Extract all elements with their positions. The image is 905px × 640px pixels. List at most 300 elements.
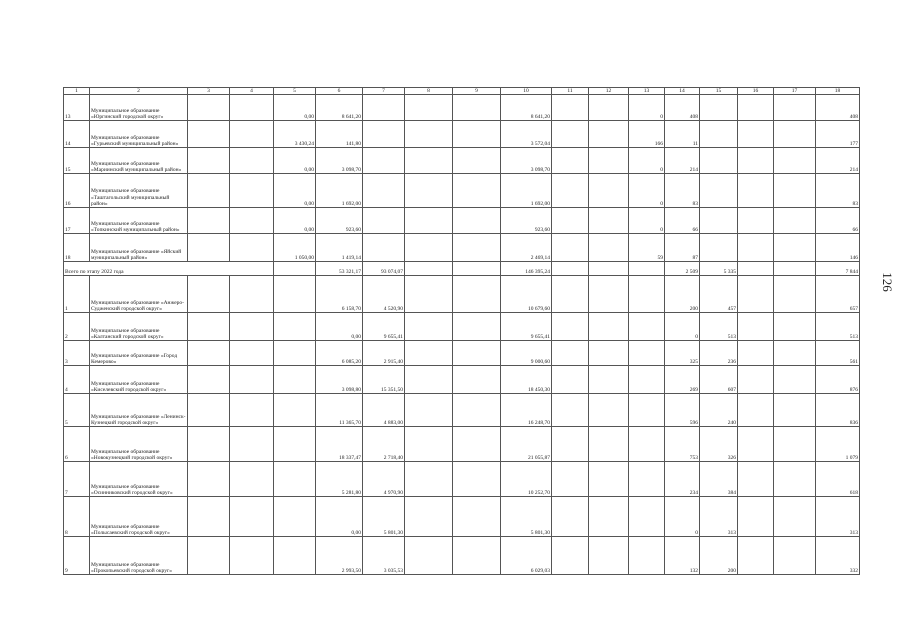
table-cell: 11 <box>665 121 700 148</box>
empty-cell <box>589 497 629 537</box>
empty-cell <box>774 276 816 313</box>
table-cell: 0,00 <box>274 208 316 234</box>
table-cell: 6 029,03 <box>501 537 552 575</box>
table-cell <box>700 95 738 121</box>
municipality-name: Муниципальное образование «Город Кемерово» <box>90 341 188 366</box>
table-cell: 9 655,41 <box>363 313 405 341</box>
empty-cell <box>405 341 453 366</box>
table-cell: 0,00 <box>274 95 316 121</box>
empty-cell <box>453 262 501 276</box>
table-cell: 5 281,80 <box>316 462 363 497</box>
table-row <box>64 276 860 313</box>
row-number: 17 <box>64 208 90 234</box>
table-row <box>64 427 860 462</box>
table-cell: 166 <box>629 121 665 148</box>
table-row <box>64 121 860 148</box>
empty-cell <box>589 366 629 394</box>
empty-cell <box>188 497 230 537</box>
table-cell <box>700 208 738 234</box>
table-cell <box>700 148 738 174</box>
table-cell <box>629 427 665 462</box>
row-number: 5 <box>64 394 90 427</box>
empty-cell <box>552 537 589 575</box>
table-cell: 2 718,40 <box>363 427 405 462</box>
table-cell: 0 <box>629 208 665 234</box>
empty-cell <box>230 462 274 497</box>
municipality-name: Муниципальное образование «Гурьевский муниципальный район» <box>90 121 188 148</box>
table-cell: 177 <box>816 121 860 148</box>
empty-cell <box>230 427 274 462</box>
row-number: 9 <box>64 537 90 575</box>
empty-cell <box>774 497 816 537</box>
row-number: 6 <box>64 427 90 462</box>
table-cell: 313 <box>700 497 738 537</box>
table-cell: 234 <box>665 462 700 497</box>
empty-cell <box>453 341 501 366</box>
table-cell <box>629 262 665 276</box>
empty-cell <box>738 313 774 341</box>
table-row <box>64 174 860 208</box>
table-cell: 3 098,80 <box>316 366 363 394</box>
table-cell: 457 <box>700 276 738 313</box>
empty-cell <box>774 208 816 234</box>
table-cell <box>274 366 316 394</box>
empty-cell <box>552 148 589 174</box>
empty-cell <box>230 366 274 394</box>
table-cell: 876 <box>816 366 860 394</box>
table-cell <box>629 537 665 575</box>
row-number: 18 <box>64 234 90 262</box>
empty-cell <box>188 174 230 208</box>
empty-cell <box>230 497 274 537</box>
empty-cell <box>188 276 230 313</box>
empty-cell <box>453 462 501 497</box>
empty-cell <box>552 276 589 313</box>
table-cell: 0 <box>665 313 700 341</box>
row-number: 4 <box>64 366 90 394</box>
empty-cell <box>405 427 453 462</box>
empty-cell <box>589 234 629 262</box>
table-cell: 214 <box>816 148 860 174</box>
empty-cell <box>589 313 629 341</box>
municipality-name: Муниципальное образование «Полысаевский городской округ» <box>90 497 188 537</box>
table-cell: 3 035,53 <box>363 537 405 575</box>
empty-cell <box>589 121 629 148</box>
empty-cell <box>188 208 230 234</box>
table-cell: 66 <box>665 208 700 234</box>
row-number: 14 <box>64 121 90 148</box>
empty-cell <box>405 262 453 276</box>
empty-cell <box>405 121 453 148</box>
empty-cell <box>774 95 816 121</box>
table-row <box>64 234 860 262</box>
municipality-name: Муниципальное образование «Юргинский городской округ» <box>90 95 188 121</box>
table-row <box>64 95 860 121</box>
table-cell: 1 419,14 <box>316 234 363 262</box>
table-cell: 4 883,00 <box>363 394 405 427</box>
table-cell: 1 692,00 <box>316 174 363 208</box>
table-cell: 313 <box>816 497 860 537</box>
empty-cell <box>552 313 589 341</box>
empty-cell <box>589 341 629 366</box>
empty-cell <box>453 394 501 427</box>
table-cell <box>274 497 316 537</box>
table-cell: 2 509 <box>665 262 700 276</box>
table-cell: 408 <box>816 95 860 121</box>
empty-cell <box>774 262 816 276</box>
table-cell: 596 <box>665 394 700 427</box>
empty-cell <box>453 234 501 262</box>
column-header: 13 <box>629 88 665 95</box>
table-cell: 1 079 <box>816 427 860 462</box>
empty-cell <box>230 174 274 208</box>
municipality-name: Муниципальное образование «Калтанский городской округ» <box>90 313 188 341</box>
empty-cell <box>738 497 774 537</box>
empty-cell <box>738 174 774 208</box>
table-cell: 618 <box>816 462 860 497</box>
empty-cell <box>738 95 774 121</box>
table-cell: 607 <box>700 366 738 394</box>
empty-cell <box>405 276 453 313</box>
table-cell: 87 <box>665 234 700 262</box>
empty-cell <box>552 262 589 276</box>
empty-cell <box>230 276 274 313</box>
table-cell: 200 <box>700 537 738 575</box>
empty-cell <box>738 462 774 497</box>
municipality-name: Муниципальное образование «Яйский муниципальный район» <box>90 234 188 262</box>
column-header: 1 <box>64 88 90 95</box>
table-cell <box>274 313 316 341</box>
empty-cell <box>738 276 774 313</box>
table-cell: 3 098,70 <box>501 148 552 174</box>
table-cell: 513 <box>816 313 860 341</box>
empty-cell <box>552 121 589 148</box>
row-number: 1 <box>64 276 90 313</box>
table-cell: 332 <box>816 537 860 575</box>
empty-cell <box>774 462 816 497</box>
table-cell <box>700 174 738 208</box>
empty-cell <box>552 341 589 366</box>
row-number: 8 <box>64 497 90 537</box>
table-cell: 15 351,50 <box>363 366 405 394</box>
table-cell <box>363 121 405 148</box>
table-cell: 6 158,70 <box>316 276 363 313</box>
empty-cell <box>230 121 274 148</box>
empty-cell <box>453 276 501 313</box>
empty-cell <box>738 537 774 575</box>
empty-cell <box>405 148 453 174</box>
empty-cell <box>188 121 230 148</box>
table-cell <box>629 341 665 366</box>
table-cell: 5 801,30 <box>363 497 405 537</box>
empty-cell <box>738 366 774 394</box>
row-number: 15 <box>64 148 90 174</box>
table-cell: 236 <box>700 341 738 366</box>
table-cell: 59 <box>629 234 665 262</box>
empty-cell <box>453 148 501 174</box>
municipality-name: Муниципальное образование «Мариинский муниципальный район» <box>90 148 188 174</box>
column-header: 8 <box>405 88 453 95</box>
empty-cell <box>230 537 274 575</box>
table-cell <box>363 174 405 208</box>
row-number: 16 <box>64 174 90 208</box>
table-cell <box>363 148 405 174</box>
table-cell: 3 572,04 <box>501 121 552 148</box>
empty-cell <box>188 537 230 575</box>
header-row <box>64 88 860 95</box>
table-cell: 200 <box>665 276 700 313</box>
table-cell: 146 395,24 <box>501 262 552 276</box>
table-row <box>64 366 860 394</box>
empty-cell <box>188 394 230 427</box>
table-cell: 326 <box>700 427 738 462</box>
empty-cell <box>230 234 274 262</box>
table-cell: 9 655,41 <box>501 313 552 341</box>
table-cell <box>274 341 316 366</box>
table-row <box>64 462 860 497</box>
table-cell: 4 970,90 <box>363 462 405 497</box>
table-cell: 836 <box>816 394 860 427</box>
municipality-name: Муниципальное образование «Осинниковский городской округ» <box>90 462 188 497</box>
row-number: 2 <box>64 313 90 341</box>
municipality-name: Муниципальное образование «Прокопьевский городской округ» <box>90 537 188 575</box>
table-cell <box>274 462 316 497</box>
table-cell <box>363 208 405 234</box>
row-number: 13 <box>64 95 90 121</box>
table-cell: 5 801,30 <box>501 497 552 537</box>
empty-cell <box>552 497 589 537</box>
table-row <box>64 313 860 341</box>
empty-cell <box>589 174 629 208</box>
table-cell: 0 <box>629 148 665 174</box>
empty-cell <box>774 148 816 174</box>
total-row <box>64 262 860 276</box>
table-cell <box>629 462 665 497</box>
empty-cell <box>774 121 816 148</box>
table-cell: 8 641,20 <box>316 95 363 121</box>
table-cell: 2 915,40 <box>363 341 405 366</box>
column-header: 14 <box>665 88 700 95</box>
municipality-name: Муниципальное образование «Топкинский муниципальный район» <box>90 208 188 234</box>
empty-cell <box>589 394 629 427</box>
empty-cell <box>552 427 589 462</box>
table-cell <box>363 95 405 121</box>
empty-cell <box>230 341 274 366</box>
empty-cell <box>589 148 629 174</box>
empty-cell <box>453 497 501 537</box>
table-cell <box>629 497 665 537</box>
table-cell: 10 252,70 <box>501 462 552 497</box>
table-cell: 4 520,90 <box>363 276 405 313</box>
empty-cell <box>589 208 629 234</box>
empty-cell <box>188 462 230 497</box>
empty-cell <box>589 95 629 121</box>
table-cell <box>629 394 665 427</box>
empty-cell <box>405 497 453 537</box>
empty-cell <box>405 366 453 394</box>
column-header: 2 <box>90 88 188 95</box>
empty-cell <box>453 427 501 462</box>
table-cell: 83 <box>816 174 860 208</box>
table-cell: 18 450,30 <box>501 366 552 394</box>
total-label: Всего по этапу 2022 года <box>64 262 274 276</box>
column-header: 11 <box>552 88 589 95</box>
empty-cell <box>589 262 629 276</box>
table-cell: 6 085,20 <box>316 341 363 366</box>
table-cell: 3 430,24 <box>274 121 316 148</box>
table-cell <box>274 276 316 313</box>
table-cell: 657 <box>816 276 860 313</box>
column-header: 6 <box>316 88 363 95</box>
empty-cell <box>188 95 230 121</box>
table-cell <box>274 427 316 462</box>
empty-cell <box>453 366 501 394</box>
empty-cell <box>453 537 501 575</box>
table-cell: 2 469,14 <box>501 234 552 262</box>
table-cell: 408 <box>665 95 700 121</box>
table-cell: 2 993,50 <box>316 537 363 575</box>
empty-cell <box>738 427 774 462</box>
table-cell: 11 365,70 <box>316 394 363 427</box>
empty-cell <box>774 394 816 427</box>
table-cell: 21 055,87 <box>501 427 552 462</box>
table-cell: 5 335 <box>700 262 738 276</box>
empty-cell <box>188 427 230 462</box>
empty-cell <box>453 174 501 208</box>
table-cell <box>629 313 665 341</box>
table-cell <box>274 537 316 575</box>
empty-cell <box>552 174 589 208</box>
column-header: 7 <box>363 88 405 95</box>
empty-cell <box>774 537 816 575</box>
empty-cell <box>188 313 230 341</box>
empty-cell <box>453 121 501 148</box>
table-cell <box>363 234 405 262</box>
empty-cell <box>552 366 589 394</box>
page-number: 126 <box>880 272 895 292</box>
table-cell: 93 074,07 <box>363 262 405 276</box>
table-cell <box>700 121 738 148</box>
table-cell: 0,00 <box>316 497 363 537</box>
municipality-name: Муниципальное образование «Анжеро-Судженский городской округ» <box>90 276 188 313</box>
table-cell: 561 <box>816 341 860 366</box>
table-cell: 9 000,60 <box>501 341 552 366</box>
table-cell <box>629 276 665 313</box>
empty-cell <box>405 234 453 262</box>
empty-cell <box>774 341 816 366</box>
empty-cell <box>774 427 816 462</box>
municipality-name: Муниципальное образование «Киселевский городской округ» <box>90 366 188 394</box>
empty-cell <box>589 276 629 313</box>
table-cell: 141,80 <box>316 121 363 148</box>
empty-cell <box>405 174 453 208</box>
table-cell: 214 <box>665 148 700 174</box>
table-cell: 16 248,70 <box>501 394 552 427</box>
municipality-name: Муниципальное образование «Новокузнецкий городской округ» <box>90 427 188 462</box>
table-cell: 8 641,20 <box>501 95 552 121</box>
table-cell: 132 <box>665 537 700 575</box>
empty-cell <box>230 148 274 174</box>
column-header: 10 <box>501 88 552 95</box>
empty-cell <box>230 394 274 427</box>
table-cell: 66 <box>816 208 860 234</box>
municipality-name: Муниципальное образование «Таштагольский муниципальный район» <box>90 174 188 208</box>
table-cell: 18 337,47 <box>316 427 363 462</box>
empty-cell <box>405 394 453 427</box>
table-cell: 3 098,70 <box>316 148 363 174</box>
empty-cell <box>453 208 501 234</box>
table-cell <box>274 394 316 427</box>
column-header: 17 <box>774 88 816 95</box>
empty-cell <box>552 394 589 427</box>
empty-cell <box>774 234 816 262</box>
data-table <box>63 87 860 575</box>
empty-cell <box>405 462 453 497</box>
empty-cell <box>589 537 629 575</box>
empty-cell <box>230 208 274 234</box>
empty-cell <box>405 313 453 341</box>
table-cell: 53 321,17 <box>316 262 363 276</box>
empty-cell <box>405 208 453 234</box>
column-header: 15 <box>700 88 738 95</box>
table-cell: 923,60 <box>501 208 552 234</box>
column-header: 16 <box>738 88 774 95</box>
empty-cell <box>230 313 274 341</box>
table-cell: 753 <box>665 427 700 462</box>
table-cell: 513 <box>700 313 738 341</box>
empty-cell <box>188 234 230 262</box>
table-cell: 325 <box>665 341 700 366</box>
table-cell: 240 <box>700 394 738 427</box>
column-header: 12 <box>589 88 629 95</box>
empty-cell <box>188 366 230 394</box>
table-cell: 1 050,00 <box>274 234 316 262</box>
empty-cell <box>188 341 230 366</box>
row-number: 7 <box>64 462 90 497</box>
empty-cell <box>552 95 589 121</box>
empty-cell <box>774 174 816 208</box>
table-cell: 0 <box>665 497 700 537</box>
table-cell: 1 692,00 <box>501 174 552 208</box>
empty-cell <box>738 121 774 148</box>
table-row <box>64 394 860 427</box>
empty-cell <box>552 208 589 234</box>
empty-cell <box>738 394 774 427</box>
table-row <box>64 537 860 575</box>
table-cell: 923,60 <box>316 208 363 234</box>
table-cell: 10 679,60 <box>501 276 552 313</box>
empty-cell <box>738 262 774 276</box>
empty-cell <box>188 148 230 174</box>
empty-cell <box>453 313 501 341</box>
table-cell <box>274 262 316 276</box>
empty-cell <box>405 537 453 575</box>
empty-cell <box>405 95 453 121</box>
column-header: 18 <box>816 88 860 95</box>
table-cell: 0 <box>629 95 665 121</box>
municipality-name: Муниципальное образование «Ленинск-Кузнецкий городской округ» <box>90 394 188 427</box>
empty-cell <box>738 148 774 174</box>
empty-cell <box>552 462 589 497</box>
column-header: 9 <box>453 88 501 95</box>
column-header: 5 <box>274 88 316 95</box>
table-row <box>64 148 860 174</box>
column-header: 4 <box>230 88 274 95</box>
table-cell: 0,00 <box>316 313 363 341</box>
empty-cell <box>589 427 629 462</box>
empty-cell <box>738 208 774 234</box>
table-cell: 146 <box>816 234 860 262</box>
